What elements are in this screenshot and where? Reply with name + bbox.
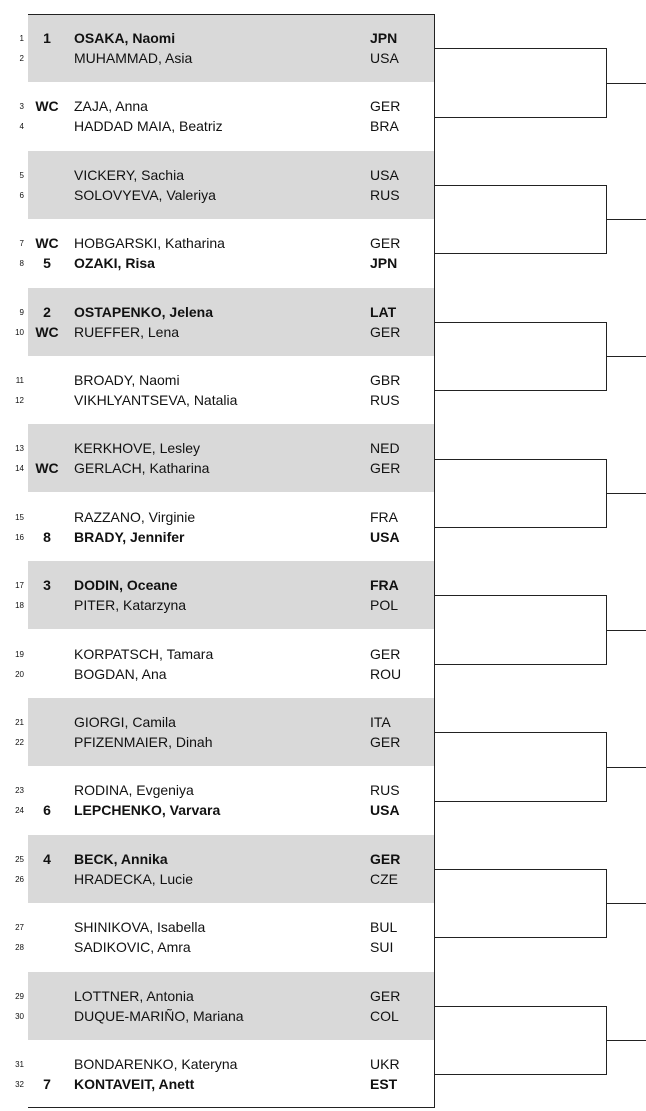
bracket-line-bottom — [434, 527, 606, 528]
player-country: RUS — [370, 186, 400, 203]
bracket-line-out — [606, 493, 646, 494]
seed-label: WC — [35, 323, 59, 340]
player-name: MUHAMMAD, Asia — [74, 50, 193, 66]
bracket-line-out — [606, 767, 646, 768]
bracket-line-bottom — [434, 664, 606, 665]
match-block-shade — [28, 972, 434, 1040]
bracket-line-out — [606, 356, 646, 357]
seed-label: WC — [35, 460, 59, 477]
bracket-line-top — [434, 48, 606, 49]
draw-position-number: 26 — [15, 874, 24, 884]
bracket-line-top — [434, 185, 606, 186]
player-name: KONTAVEIT, Anett — [74, 1076, 195, 1092]
player-name: BOGDAN, Ana — [74, 665, 167, 682]
player-name: PITER, Katarzyna — [74, 597, 187, 614]
draw-position-number: 30 — [15, 1011, 24, 1021]
player-name: BROADY, Naomi — [74, 372, 180, 388]
player-country: ROU — [370, 665, 402, 682]
draw-position-number: 27 — [15, 923, 24, 933]
bracket-line-top — [434, 322, 606, 323]
match-block-shade — [28, 14, 434, 82]
seed-label: 7 — [43, 1076, 51, 1092]
player-country: COL — [370, 1007, 399, 1024]
player-name: GIORGI, Camila — [74, 714, 176, 730]
bracket-line-top — [434, 732, 606, 733]
player-name: BRADY, Jennifer — [74, 528, 185, 545]
player-name: HADDAD MAIA, Beatriz — [74, 118, 223, 135]
player-country: FRA — [370, 508, 398, 525]
player-country: BRA — [370, 118, 399, 135]
draw-position-number: 29 — [15, 991, 24, 1001]
player-name: BECK, Annika — [74, 850, 168, 867]
player-name: SADIKOVIC, Amra — [74, 939, 191, 956]
draw-position-number: 9 — [19, 307, 24, 317]
player-name: LEPCHENKO, Varvara — [74, 802, 221, 819]
bracket-line-bottom — [434, 253, 606, 254]
player-name: SHINIKOVA, Isabella — [74, 919, 206, 936]
player-name: RAZZANO, Virginie — [74, 508, 196, 525]
draw-position-number: 13 — [15, 444, 24, 454]
draw-position-number: 7 — [19, 239, 24, 249]
draw-position-number: 18 — [15, 601, 24, 611]
draw-position-number: 14 — [15, 464, 24, 474]
draw-position-number: 3 — [19, 102, 24, 112]
bracket-line-out — [606, 219, 646, 220]
draw-bottom-border — [28, 1107, 434, 1108]
player-name: LOTTNER, Antonia — [74, 987, 194, 1004]
seed-label: WC — [35, 98, 59, 115]
player-name: KORPATSCH, Tamara — [74, 645, 214, 662]
match-block-shade — [28, 561, 434, 629]
player-name: RUEFFER, Lena — [74, 323, 180, 340]
player-name: RODINA, Evgeniya — [74, 782, 194, 799]
bracket-line-out — [606, 83, 646, 84]
seed-label: 1 — [43, 30, 51, 46]
player-name: OSTAPENKO, Jelena — [74, 303, 214, 320]
draw-position-number: 19 — [15, 649, 24, 659]
player-country: GER — [370, 98, 401, 115]
draw-position-number: 15 — [15, 512, 24, 522]
draw-right-border — [434, 14, 435, 1108]
seed-label: 2 — [43, 303, 51, 320]
draw-position-number: 16 — [15, 532, 24, 542]
player-country: RUS — [370, 782, 400, 799]
bracket-line-bottom — [434, 801, 606, 802]
player-name: VICKERY, Sachia — [74, 166, 184, 183]
seed-label: 3 — [43, 577, 51, 594]
player-name: HRADECKA, Lucie — [74, 870, 194, 887]
player-country: LAT — [370, 303, 397, 320]
draw-position-number: 21 — [15, 718, 24, 727]
draw-position-number: 20 — [15, 669, 24, 679]
draw-position-number: 24 — [15, 806, 24, 816]
player-name: OSAKA, Naomi — [74, 30, 176, 46]
draw-position-number: 25 — [15, 854, 24, 864]
player-country: USA — [370, 802, 400, 819]
player-country: FRA — [370, 577, 399, 594]
draw-position-number: 4 — [19, 122, 24, 132]
bracket-line-out — [606, 630, 646, 631]
player-name: KERKHOVE, Lesley — [74, 440, 201, 457]
bracket-line-top — [434, 869, 606, 870]
bracket-line-bottom — [434, 1074, 606, 1075]
seed-label: 8 — [43, 528, 51, 545]
player-name: GERLACH, Katharina — [74, 460, 210, 477]
bracket-line-bottom — [434, 937, 606, 938]
match-block-shade — [28, 151, 434, 219]
draw-position-number: 31 — [15, 1060, 24, 1069]
draw-top-border — [28, 14, 434, 15]
player-country: JPN — [370, 30, 398, 46]
match-block-shade — [28, 698, 434, 766]
player-country: CZE — [370, 870, 398, 887]
player-country: JPN — [370, 255, 398, 272]
match-block-shade — [28, 835, 434, 903]
bracket-line-top — [434, 459, 606, 460]
player-country: UKR — [370, 1056, 400, 1072]
player-country: GER — [370, 323, 401, 340]
match-block-shade — [28, 424, 434, 492]
player-country: POL — [370, 597, 399, 614]
player-country: GBR — [370, 372, 401, 388]
seed-label: 6 — [43, 802, 51, 819]
seed-label: 5 — [43, 255, 51, 272]
draw-position-number: 8 — [19, 259, 24, 269]
player-country: GER — [370, 460, 401, 477]
player-country: ITA — [370, 714, 391, 730]
player-country: BUL — [370, 919, 398, 936]
player-name: PFIZENMAIER, Dinah — [74, 734, 213, 750]
draw-position-number: 28 — [15, 943, 24, 953]
draw-position-number: 22 — [15, 738, 24, 747]
draw-position-number: 12 — [15, 396, 24, 405]
player-country: USA — [370, 166, 399, 183]
player-country: NED — [370, 440, 400, 457]
bracket-line-top — [434, 1006, 606, 1007]
draw-position-number: 6 — [19, 190, 24, 200]
player-name: HOBGARSKI, Katharina — [74, 235, 225, 252]
draw-position-number: 10 — [15, 327, 24, 337]
player-name: DUQUE-MARIÑO, Mariana — [74, 1007, 244, 1024]
player-name: BONDARENKO, Kateryna — [74, 1056, 238, 1072]
draw-position-number: 11 — [15, 376, 24, 385]
match-block-shade — [28, 288, 434, 356]
seed-label: 4 — [43, 850, 51, 867]
player-country: SUI — [370, 939, 394, 956]
player-name: DODIN, Oceane — [74, 577, 178, 594]
bracket-line-bottom — [434, 117, 606, 118]
player-country: GER — [370, 987, 401, 1004]
player-name: SOLOVYEVA, Valeriya — [74, 186, 216, 203]
player-country: USA — [370, 528, 400, 545]
draw-position-number: 17 — [15, 581, 24, 591]
player-country: USA — [370, 50, 399, 66]
bracket-line-out — [606, 1040, 646, 1041]
draw-position-number: 32 — [15, 1080, 24, 1089]
player-country: RUS — [370, 392, 400, 408]
draw-position-number: 1 — [19, 34, 24, 43]
player-country: GER — [370, 235, 401, 252]
player-country: GER — [370, 850, 401, 867]
player-name: ZAJA, Anna — [74, 98, 148, 115]
player-country: GER — [370, 645, 401, 662]
player-country: EST — [370, 1076, 398, 1092]
bracket-line-top — [434, 595, 606, 596]
draw-position-number: 5 — [19, 170, 24, 180]
bracket-line-out — [606, 903, 646, 904]
seed-label: WC — [35, 235, 59, 252]
player-name: OZAKI, Risa — [74, 255, 155, 272]
player-name: VIKHLYANTSEVA, Natalia — [74, 392, 238, 408]
bracket-line-bottom — [434, 390, 606, 391]
draw-position-number: 2 — [19, 54, 24, 63]
draw-position-number: 23 — [15, 786, 24, 796]
player-country: GER — [370, 734, 401, 750]
